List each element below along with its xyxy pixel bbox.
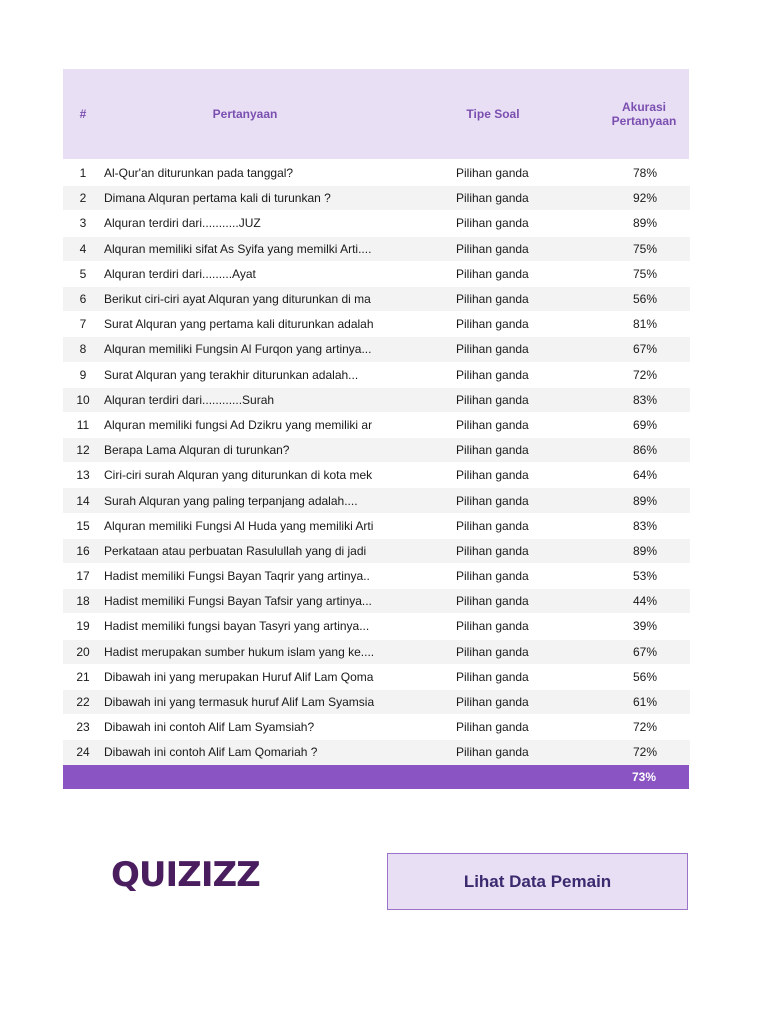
row-type: Pilihan ganda (388, 287, 600, 311)
row-number: 7 (63, 312, 103, 336)
row-type: Pilihan ganda (388, 262, 600, 286)
row-number: 10 (63, 388, 103, 412)
row-accuracy: 44% (600, 589, 690, 613)
table-row (63, 387, 689, 412)
row-accuracy: 39% (600, 614, 690, 638)
table-row (63, 639, 689, 664)
row-number: 2 (63, 186, 103, 210)
row-accuracy: 72% (600, 715, 690, 739)
row-number: 18 (63, 589, 103, 613)
row-accuracy: 67% (600, 640, 690, 664)
row-number: 12 (63, 438, 103, 462)
row-question: Berapa Lama Alquran di turunkan? (103, 438, 388, 462)
table-row (63, 563, 689, 588)
row-type: Pilihan ganda (388, 211, 600, 235)
table-row (63, 311, 689, 336)
row-question: Surat Alquran yang pertama kali diturunkan adalah (103, 312, 388, 336)
header-accuracy-line1: Akurasi (621, 100, 667, 114)
table-header (63, 69, 689, 159)
row-number: 3 (63, 211, 103, 235)
row-question: Hadist memiliki Fungsi Bayan Taqrir yang artinya.. (103, 564, 388, 588)
row-number: 8 (63, 337, 103, 361)
row-question: Surah Alquran yang paling terpanjang adalah.... (103, 488, 388, 512)
row-question: Dimana Alquran pertama kali di turunkan ? (103, 186, 388, 210)
row-accuracy: 75% (600, 237, 690, 261)
row-type: Pilihan ganda (388, 363, 600, 387)
table-row (63, 613, 689, 638)
table-body (63, 159, 689, 765)
row-accuracy: 56% (600, 665, 690, 689)
row-question: Ciri-ciri surah Alquran yang diturunkan di kota mek (103, 463, 388, 487)
row-number: 11 (63, 413, 103, 437)
row-number: 24 (63, 740, 103, 764)
row-accuracy: 53% (600, 564, 690, 588)
table-row (63, 513, 689, 538)
row-accuracy: 72% (600, 740, 690, 764)
row-question: Hadist merupakan sumber hukum islam yang ke.... (103, 640, 388, 664)
row-number: 14 (63, 488, 103, 512)
total-accuracy: 73% (631, 769, 657, 784)
header-question: Pertanyaan (212, 107, 278, 121)
row-type: Pilihan ganda (388, 715, 600, 739)
row-type: Pilihan ganda (388, 589, 600, 613)
row-type: Pilihan ganda (388, 388, 600, 412)
table-row (63, 210, 689, 235)
row-accuracy: 83% (600, 388, 690, 412)
row-accuracy: 86% (600, 438, 690, 462)
row-accuracy: 89% (600, 211, 690, 235)
row-type: Pilihan ganda (388, 564, 600, 588)
row-number: 16 (63, 539, 103, 563)
row-number: 23 (63, 715, 103, 739)
row-accuracy: 83% (600, 514, 690, 538)
table-row (63, 664, 689, 689)
row-type: Pilihan ganda (388, 740, 600, 764)
row-accuracy: 75% (600, 262, 690, 286)
row-number: 20 (63, 640, 103, 664)
row-accuracy: 78% (600, 161, 690, 185)
row-accuracy: 92% (600, 186, 690, 210)
row-question: Alquran terdiri dari............Surah (103, 388, 388, 412)
table-row (63, 714, 689, 739)
row-type: Pilihan ganda (388, 161, 600, 185)
row-type: Pilihan ganda (388, 337, 600, 361)
table-row (63, 336, 689, 361)
row-question: Al-Qur'an diturunkan pada tanggal? (103, 161, 388, 185)
row-question: Perkataan atau perbuatan Rasulullah yang di jadi (103, 539, 388, 563)
row-question: Hadist memiliki Fungsi Bayan Tafsir yang artinya... (103, 589, 388, 613)
table-row (63, 412, 689, 437)
row-number: 19 (63, 614, 103, 638)
row-question: Alquran memiliki Fungsi Al Huda yang memiliki Arti (103, 514, 388, 538)
header-accuracy-line2: Pertanyaan (611, 114, 677, 128)
row-question: Alquran memiliki sifat As Syifa yang memilki Arti.... (103, 237, 388, 261)
header-type: Tipe Soal (466, 107, 520, 121)
row-type: Pilihan ganda (388, 438, 600, 462)
total-row (63, 765, 689, 789)
row-type: Pilihan ganda (388, 312, 600, 336)
quizizz-logo (111, 855, 260, 895)
row-number: 5 (63, 262, 103, 286)
row-type: Pilihan ganda (388, 539, 600, 563)
row-type: Pilihan ganda (388, 413, 600, 437)
table-row (63, 462, 689, 487)
table-row (63, 261, 689, 286)
row-type: Pilihan ganda (388, 690, 600, 714)
row-question: Alquran terdiri dari.........Ayat (103, 262, 388, 286)
table-row (63, 437, 689, 462)
table-row (63, 185, 689, 210)
row-accuracy: 81% (600, 312, 690, 336)
table-row (63, 236, 689, 261)
row-question: Dibawah ini contoh Alif Lam Qomariah ? (103, 740, 388, 764)
row-number: 9 (63, 363, 103, 387)
row-accuracy: 72% (600, 363, 690, 387)
row-question: Berikut ciri-ciri ayat Alquran yang diturunkan di ma (103, 287, 388, 311)
row-question: Alquran memiliki fungsi Ad Dzikru yang memiliki ar (103, 413, 388, 437)
question-report-table (63, 69, 689, 789)
row-question: Alquran terdiri dari...........JUZ (103, 211, 388, 235)
row-number: 1 (63, 161, 103, 185)
row-type: Pilihan ganda (388, 488, 600, 512)
row-number: 15 (63, 514, 103, 538)
row-type: Pilihan ganda (388, 237, 600, 261)
row-number: 13 (63, 463, 103, 487)
row-accuracy: 56% (600, 287, 690, 311)
row-number: 21 (63, 665, 103, 689)
row-accuracy: 67% (600, 337, 690, 361)
row-question: Alquran memiliki Fungsin Al Furqon yang artinya... (103, 337, 388, 361)
table-row (63, 160, 689, 185)
header-accuracy (599, 100, 689, 128)
logo-text: QUIZIZZ (111, 855, 260, 895)
row-number: 4 (63, 237, 103, 261)
row-question: Surat Alquran yang terakhir diturunkan adalah... (103, 363, 388, 387)
row-question: Dibawah ini yang merupakan Huruf Alif Lam Qoma (103, 665, 388, 689)
row-type: Pilihan ganda (388, 186, 600, 210)
table-row (63, 538, 689, 563)
row-number: 17 (63, 564, 103, 588)
table-row (63, 487, 689, 512)
row-type: Pilihan ganda (388, 640, 600, 664)
row-accuracy: 89% (600, 539, 690, 563)
row-type: Pilihan ganda (388, 514, 600, 538)
view-players-button[interactable] (387, 853, 688, 910)
table-row (63, 689, 689, 714)
header-number: # (79, 107, 87, 121)
row-accuracy: 64% (600, 463, 690, 487)
table-row (63, 739, 689, 764)
table-row (63, 286, 689, 311)
row-accuracy: 61% (600, 690, 690, 714)
row-type: Pilihan ganda (388, 614, 600, 638)
view-players-label: Lihat Data Pemain (463, 871, 612, 891)
row-question: Hadist memiliki fungsi bayan Tasyri yang artinya... (103, 614, 388, 638)
table-row (63, 588, 689, 613)
row-type: Pilihan ganda (388, 665, 600, 689)
row-type: Pilihan ganda (388, 463, 600, 487)
row-question: Dibawah ini contoh Alif Lam Syamsiah? (103, 715, 388, 739)
row-accuracy: 89% (600, 488, 690, 512)
row-number: 6 (63, 287, 103, 311)
row-number: 22 (63, 690, 103, 714)
row-accuracy: 69% (600, 413, 690, 437)
row-question: Dibawah ini yang termasuk huruf Alif Lam Syamsia (103, 690, 388, 714)
table-row (63, 362, 689, 387)
